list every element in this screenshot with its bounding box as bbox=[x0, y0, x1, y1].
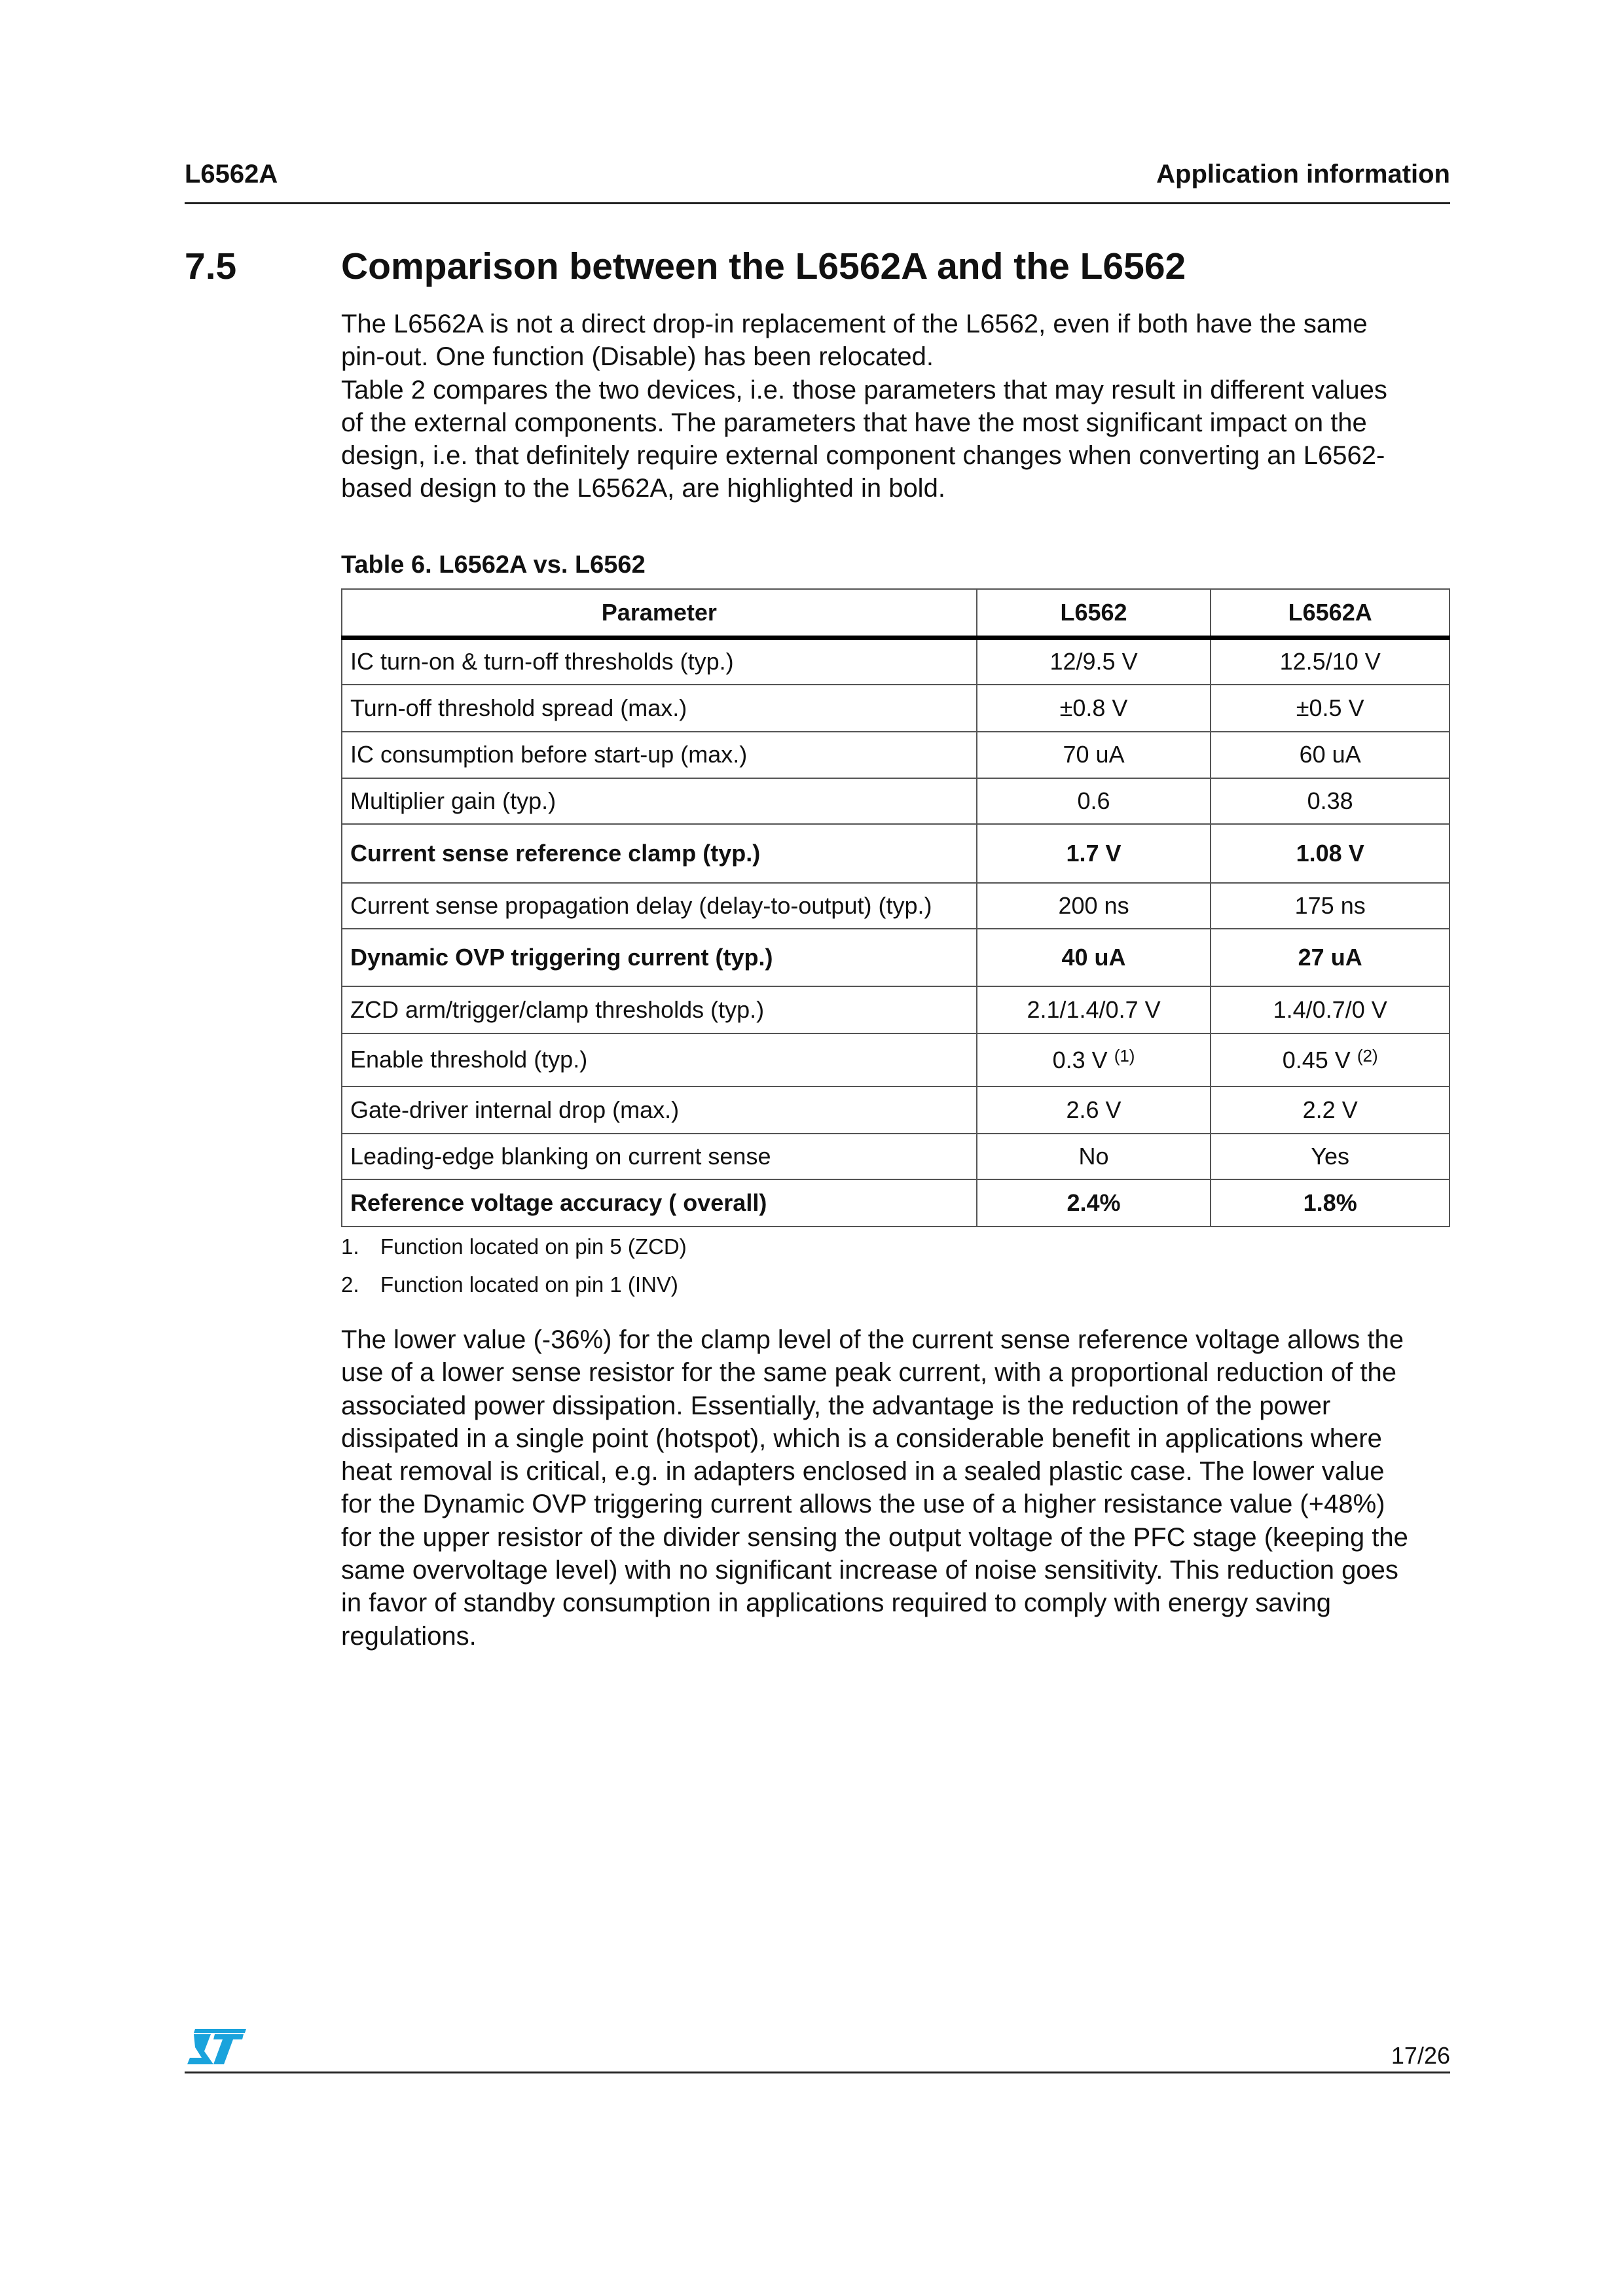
footnote-ref: (2) bbox=[1357, 1045, 1378, 1066]
table-row bbox=[342, 732, 1450, 778]
cell-l6562 bbox=[977, 824, 1211, 883]
table-caption: Table 6. L6562A vs. L6562 bbox=[341, 551, 646, 579]
header-rule bbox=[185, 202, 1450, 204]
page-number: 17/26 bbox=[1391, 2042, 1450, 2069]
table-row bbox=[342, 638, 1450, 685]
cell-l6562a bbox=[1211, 1086, 1450, 1134]
text-line: use of a lower sense resistor for the same peak current, with a proportional reduction of the bbox=[341, 1358, 1396, 1388]
cell-l6562a bbox=[1211, 883, 1450, 929]
footnote-ref: (1) bbox=[1114, 1045, 1135, 1066]
cell-l6562 bbox=[977, 1134, 1211, 1179]
cell-text: 1.7 V bbox=[1066, 839, 1122, 867]
text-line: associated power dissipation. Essentially, the advantage is the reduction of the power bbox=[341, 1391, 1331, 1420]
cell-l6562a bbox=[1211, 778, 1450, 824]
header-section: Application information bbox=[1156, 160, 1450, 188]
cell-text: 2.2 V bbox=[1302, 1096, 1358, 1123]
text-line: based design to the L6562A, are highlighted in bold. bbox=[341, 474, 945, 503]
cell-l6562a bbox=[1211, 1179, 1450, 1227]
cell-text: Turn-off threshold spread (max.) bbox=[350, 694, 687, 721]
cell-l6562 bbox=[977, 638, 1211, 685]
cell-l6562 bbox=[977, 1179, 1211, 1227]
cell-l6562 bbox=[977, 685, 1211, 732]
table-row bbox=[342, 1134, 1450, 1179]
cell-text: IC consumption before start-up (max.) bbox=[350, 741, 748, 768]
cell-l6562 bbox=[977, 732, 1211, 778]
cell-l6562 bbox=[977, 778, 1211, 824]
text-line: design, i.e. that definitely require external component changes when converting an L6562- bbox=[341, 441, 1385, 471]
text-line: The L6562A is not a direct drop-in replacement of the L6562, even if both have the same bbox=[341, 310, 1368, 338]
table-row bbox=[342, 685, 1450, 732]
text-line: in favor of standby consumption in applications required to comply with energy saving bbox=[341, 1588, 1331, 1618]
cell-parameter bbox=[342, 929, 977, 986]
cell-text: 200 ns bbox=[1058, 891, 1129, 919]
cell-parameter bbox=[342, 824, 977, 883]
text-line: Table 2 compares the two devices, i.e. those parameters that may result in different values bbox=[341, 375, 1387, 404]
cell-text: 40 uA bbox=[1061, 943, 1126, 971]
cell-text: IC turn-on & turn-off thresholds (typ.) bbox=[350, 648, 734, 675]
text-line: regulations. bbox=[341, 1621, 477, 1651]
table-row bbox=[342, 1086, 1450, 1134]
cell-text: 1.8% bbox=[1303, 1189, 1357, 1216]
cell-parameter bbox=[342, 986, 977, 1033]
table-row bbox=[342, 778, 1450, 824]
cell-parameter bbox=[342, 778, 977, 824]
cell-l6562a bbox=[1211, 685, 1450, 732]
col-header-l6562a: L6562A bbox=[1211, 589, 1450, 638]
cell-l6562a bbox=[1211, 929, 1450, 986]
cell-l6562 bbox=[977, 986, 1211, 1033]
cell-text: Enable threshold (typ.) bbox=[350, 1046, 588, 1073]
footnote-2 bbox=[341, 1272, 678, 1297]
cell-parameter bbox=[342, 685, 977, 732]
cell-l6562a bbox=[1211, 1134, 1450, 1179]
section-title: Comparison between the L6562A and the L6562 bbox=[341, 245, 1186, 287]
cell-l6562 bbox=[977, 1086, 1211, 1134]
cell-parameter bbox=[342, 1179, 977, 1227]
cell-parameter bbox=[342, 883, 977, 929]
cell-text: ±0.5 V bbox=[1296, 694, 1364, 721]
table-row bbox=[342, 986, 1450, 1033]
footnote-1 bbox=[341, 1234, 687, 1259]
cell-text: 0.45 V bbox=[1282, 1046, 1351, 1073]
section-number: 7.5 bbox=[185, 245, 237, 287]
cell-text: Dynamic OVP triggering current (typ.) bbox=[350, 943, 773, 971]
st-logo bbox=[185, 2028, 247, 2070]
text-line: of the external components. The parameters that have the most significant impact on the bbox=[341, 408, 1367, 437]
cell-text: ZCD arm/trigger/clamp thresholds (typ.) bbox=[350, 996, 765, 1023]
cell-text: Current sense reference clamp (typ.) bbox=[350, 839, 761, 867]
table-row bbox=[342, 929, 1450, 986]
comparison-table bbox=[341, 588, 1450, 1227]
footnote-text: Function located on pin 1 (INV) bbox=[380, 1272, 678, 1297]
cell-text: 2.1/1.4/0.7 V bbox=[1027, 996, 1161, 1023]
table-row bbox=[342, 1033, 1450, 1086]
cell-text: Yes bbox=[1311, 1142, 1350, 1170]
cell-text: 70 uA bbox=[1063, 741, 1125, 768]
cell-l6562a bbox=[1211, 986, 1450, 1033]
text-line: for the Dynamic OVP triggering current allows the use of a higher resistance value (+48%) bbox=[341, 1490, 1385, 1519]
cell-text: 175 ns bbox=[1294, 891, 1366, 919]
cell-parameter bbox=[342, 638, 977, 685]
cell-text: 1.08 V bbox=[1296, 839, 1364, 867]
cell-l6562a bbox=[1211, 824, 1450, 883]
cell-text: 1.4/0.7/0 V bbox=[1273, 996, 1387, 1023]
cell-text: Gate-driver internal drop (max.) bbox=[350, 1096, 680, 1123]
text-line: pin-out. One function (Disable) has been relocated. bbox=[341, 342, 934, 372]
cell-parameter bbox=[342, 1033, 977, 1086]
footnote-number: 1. bbox=[341, 1234, 359, 1259]
cell-parameter bbox=[342, 1086, 977, 1134]
cell-text: 0.38 bbox=[1307, 787, 1353, 814]
intro-paragraph bbox=[341, 308, 1467, 505]
text-line: heat removal is critical, e.g. in adapters enclosed in a sealed plastic case. The lower value bbox=[341, 1457, 1385, 1486]
cell-l6562a bbox=[1211, 1033, 1450, 1086]
cell-text: 0.6 bbox=[1077, 787, 1110, 814]
cell-l6562 bbox=[977, 883, 1211, 929]
cell-text: No bbox=[1078, 1142, 1109, 1170]
text-line: same overvoltage level) with no significant increase of noise sensitivity. This reduction goes bbox=[341, 1556, 1398, 1585]
footnote-text: Function located on pin 5 (ZCD) bbox=[380, 1234, 687, 1259]
col-header-l6562: L6562 bbox=[977, 589, 1211, 638]
cell-text: 0.3 V bbox=[1052, 1046, 1108, 1073]
body-paragraph bbox=[341, 1323, 1467, 1653]
cell-text: 12.5/10 V bbox=[1279, 648, 1381, 675]
cell-l6562 bbox=[977, 1033, 1211, 1086]
cell-text: Leading-edge blanking on current sense bbox=[350, 1142, 771, 1170]
text-line: for the upper resistor of the divider sensing the output voltage of the PFC stage (keeping the bbox=[341, 1522, 1408, 1552]
text-line: dissipated in a single point (hotspot), which is a considerable benefit in applications where bbox=[341, 1424, 1382, 1453]
cell-l6562a bbox=[1211, 638, 1450, 685]
footer-rule bbox=[185, 2072, 1450, 2073]
text-line: The lower value (-36%) for the clamp level of the current sense reference voltage allows the bbox=[341, 1325, 1404, 1354]
footnote-number: 2. bbox=[341, 1272, 359, 1297]
cell-text: ±0.8 V bbox=[1059, 694, 1128, 721]
table-row bbox=[342, 883, 1450, 929]
cell-text: 2.4% bbox=[1067, 1189, 1121, 1216]
col-header-parameter: Parameter bbox=[342, 589, 977, 638]
table-row bbox=[342, 1179, 1450, 1227]
cell-text: 27 uA bbox=[1298, 943, 1362, 971]
cell-parameter bbox=[342, 1134, 977, 1179]
table-row bbox=[342, 824, 1450, 883]
cell-text: 60 uA bbox=[1299, 741, 1361, 768]
cell-text: Reference voltage accuracy ( overall) bbox=[350, 1189, 767, 1216]
cell-text: Multiplier gain (typ.) bbox=[350, 787, 556, 814]
cell-text: Current sense propagation delay (delay-to-output) (typ.) bbox=[350, 891, 932, 919]
header-doc-id: L6562A bbox=[185, 160, 278, 188]
cell-l6562a bbox=[1211, 732, 1450, 778]
cell-text: 12/9.5 V bbox=[1049, 648, 1138, 675]
cell-parameter bbox=[342, 732, 977, 778]
cell-text: 2.6 V bbox=[1066, 1096, 1122, 1123]
cell-l6562 bbox=[977, 929, 1211, 986]
